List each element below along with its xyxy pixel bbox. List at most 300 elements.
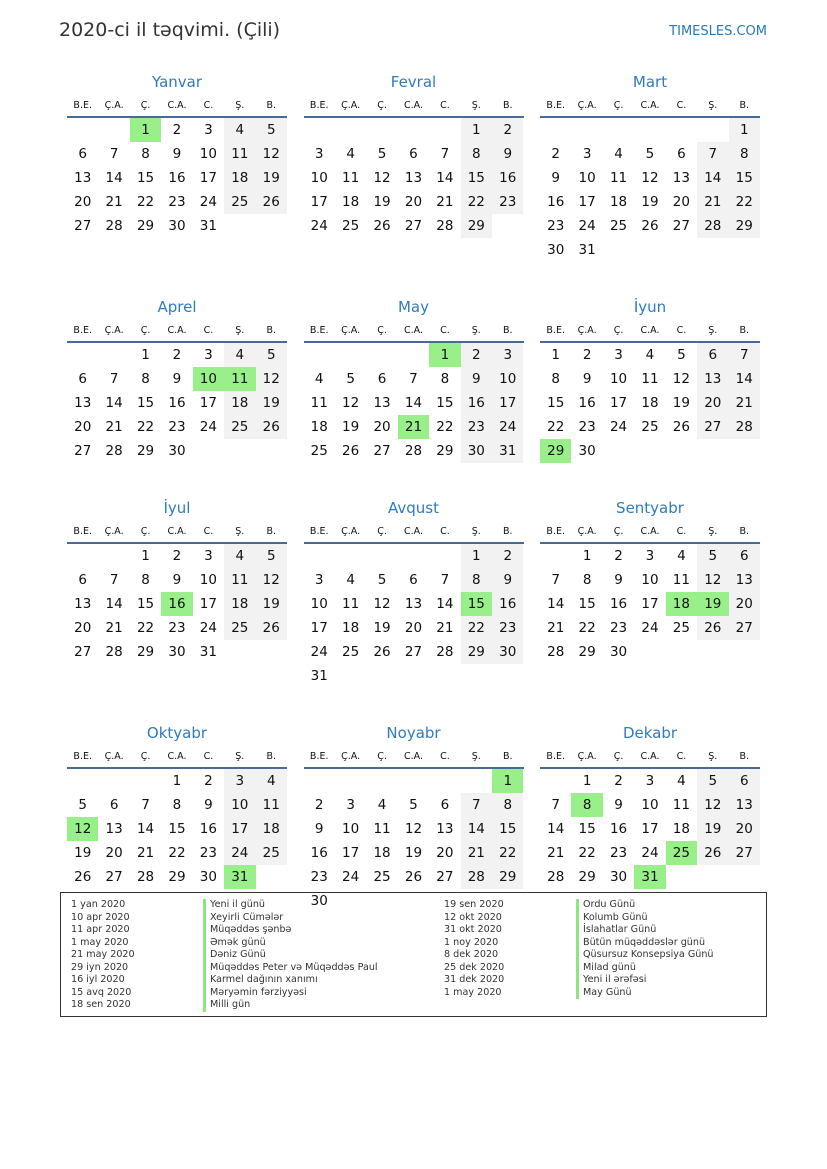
day-cell[interactable]: 30 [199,869,217,885]
day-cell[interactable]: 30 [168,218,186,234]
day-cell[interactable]: 3 [614,347,623,363]
day-cell[interactable]: 14 [404,395,423,411]
day-cell[interactable]: 12 [697,793,728,817]
day-cell[interactable]: 27 [672,218,690,234]
day-cell[interactable]: 3 [645,773,655,789]
day-cell[interactable]: 30 [461,439,492,463]
day-cell[interactable]: 7 [551,572,560,588]
day-cell[interactable]: 4 [346,146,355,162]
day-cell[interactable]: 29 [136,644,155,660]
day-cell[interactable]: 15 [547,395,565,411]
day-cell[interactable]: 2 [614,548,623,564]
day-cell[interactable]: 21 [136,845,155,861]
day-cell[interactable]: 12 [256,367,287,391]
day-cell[interactable]: 26 [672,419,690,435]
day-cell[interactable]: 25 [672,620,690,636]
day-cell[interactable]: 8 [141,572,150,588]
day-cell[interactable]: 22 [136,419,155,435]
holiday-day-cell[interactable]: 29 [540,439,571,463]
day-cell[interactable]: 13 [672,170,690,186]
day-cell[interactable]: 6 [78,572,87,588]
day-cell[interactable]: 15 [578,821,596,837]
day-cell[interactable]: 9 [461,367,492,391]
day-cell[interactable]: 20 [373,419,391,435]
day-cell[interactable]: 17 [578,194,596,210]
day-cell[interactable]: 15 [492,817,523,841]
day-cell[interactable]: 6 [377,371,387,387]
day-cell[interactable]: 10 [199,146,217,162]
day-cell[interactable]: 10 [578,170,596,186]
day-cell[interactable]: 9 [172,146,182,162]
holiday-day-cell[interactable]: 8 [571,793,602,817]
day-cell[interactable]: 28 [729,415,760,439]
day-cell[interactable]: 10 [641,797,659,813]
day-cell[interactable]: 23 [168,194,186,210]
day-cell[interactable]: 28 [436,218,454,234]
day-cell[interactable]: 5 [645,146,655,162]
day-cell[interactable]: 14 [547,821,565,837]
day-cell[interactable]: 11 [310,395,328,411]
day-cell[interactable]: 15 [168,821,186,837]
day-cell[interactable]: 20 [105,845,123,861]
day-cell[interactable]: 13 [105,821,123,837]
day-cell[interactable]: 21 [436,194,454,210]
day-cell[interactable]: 24 [342,869,360,885]
day-cell[interactable]: 29 [461,214,492,238]
day-cell[interactable]: 16 [547,194,565,210]
holiday-day-cell[interactable]: 12 [67,817,98,841]
day-cell[interactable]: 16 [310,845,328,861]
day-cell[interactable]: 6 [409,146,418,162]
day-cell[interactable]: 29 [492,865,523,889]
day-cell[interactable]: 9 [614,797,623,813]
day-cell[interactable]: 22 [578,620,596,636]
day-cell[interactable]: 2 [314,797,324,813]
holiday-day-cell[interactable]: 25 [666,841,697,865]
day-cell[interactable]: 24 [310,218,328,234]
day-cell[interactable]: 22 [136,620,155,636]
day-cell[interactable]: 1 [461,118,492,142]
day-cell[interactable]: 12 [404,821,423,837]
day-cell[interactable]: 21 [729,391,760,415]
day-cell[interactable]: 29 [136,218,155,234]
day-cell[interactable]: 9 [582,371,592,387]
day-cell[interactable]: 19 [342,419,360,435]
day-cell[interactable]: 22 [729,190,760,214]
day-cell[interactable]: 3 [492,343,523,367]
day-cell[interactable]: 7 [729,343,760,367]
day-cell[interactable]: 25 [224,415,255,439]
day-cell[interactable]: 2 [461,343,492,367]
day-cell[interactable]: 14 [105,170,123,186]
day-cell[interactable]: 17 [224,817,255,841]
day-cell[interactable]: 12 [697,568,728,592]
day-cell[interactable]: 11 [672,572,690,588]
day-cell[interactable]: 4 [224,544,255,568]
day-cell[interactable]: 8 [440,371,450,387]
day-cell[interactable]: 3 [204,347,213,363]
day-cell[interactable]: 4 [677,773,686,789]
day-cell[interactable]: 14 [729,367,760,391]
day-cell[interactable]: 13 [74,395,92,411]
day-cell[interactable]: 17 [199,596,217,612]
day-cell[interactable]: 10 [492,367,523,391]
day-cell[interactable]: 20 [404,194,423,210]
day-cell[interactable]: 1 [729,118,760,142]
day-cell[interactable]: 5 [256,118,287,142]
day-cell[interactable]: 4 [224,118,255,142]
holiday-day-cell[interactable]: 1 [492,769,523,793]
day-cell[interactable]: 18 [310,419,328,435]
day-cell[interactable]: 7 [109,146,119,162]
day-cell[interactable]: 17 [342,845,360,861]
day-cell[interactable]: 20 [404,620,423,636]
day-cell[interactable]: 27 [74,218,92,234]
day-cell[interactable]: 6 [109,797,119,813]
day-cell[interactable]: 11 [609,170,628,186]
day-cell[interactable]: 26 [256,415,287,439]
day-cell[interactable]: 29 [729,214,760,238]
day-cell[interactable]: 3 [645,548,655,564]
day-cell[interactable]: 17 [641,596,659,612]
day-cell[interactable]: 11 [342,596,360,612]
day-cell[interactable]: 9 [204,797,213,813]
holiday-day-cell[interactable]: 18 [666,592,697,616]
day-cell[interactable]: 2 [172,548,182,564]
day-cell[interactable]: 30 [168,644,186,660]
day-cell[interactable]: 6 [677,146,686,162]
day-cell[interactable]: 31 [199,644,217,660]
day-cell[interactable]: 29 [578,869,596,885]
day-cell[interactable]: 10 [310,596,328,612]
day-cell[interactable]: 25 [310,443,328,459]
day-cell[interactable]: 28 [697,214,728,238]
day-cell[interactable]: 6 [697,343,728,367]
day-cell[interactable]: 22 [461,616,492,640]
day-cell[interactable]: 23 [199,845,217,861]
day-cell[interactable]: 23 [609,845,628,861]
day-cell[interactable]: 3 [582,146,592,162]
day-cell[interactable]: 8 [141,146,150,162]
day-cell[interactable]: 14 [436,596,454,612]
day-cell[interactable]: 10 [199,572,217,588]
day-cell[interactable]: 29 [136,443,155,459]
day-cell[interactable]: 30 [578,443,596,459]
day-cell[interactable]: 5 [256,343,287,367]
day-cell[interactable]: 24 [199,194,217,210]
holiday-day-cell[interactable]: 11 [224,367,255,391]
day-cell[interactable]: 30 [168,443,186,459]
day-cell[interactable]: 4 [256,769,287,793]
day-cell[interactable]: 16 [609,821,628,837]
day-cell[interactable]: 2 [492,544,523,568]
day-cell[interactable]: 25 [609,218,628,234]
day-cell[interactable]: 25 [224,190,255,214]
day-cell[interactable]: 4 [677,548,686,564]
day-cell[interactable]: 28 [547,869,565,885]
day-cell[interactable]: 11 [672,797,690,813]
day-cell[interactable]: 28 [461,865,492,889]
day-cell[interactable]: 12 [256,568,287,592]
day-cell[interactable]: 17 [310,620,328,636]
day-cell[interactable]: 21 [105,194,123,210]
day-cell[interactable]: 8 [461,142,492,166]
day-cell[interactable]: 16 [492,592,523,616]
day-cell[interactable]: 24 [310,644,328,660]
day-cell[interactable]: 31 [199,218,217,234]
day-cell[interactable]: 16 [461,391,492,415]
day-cell[interactable]: 22 [136,194,155,210]
day-cell[interactable]: 11 [641,371,659,387]
day-cell[interactable]: 29 [436,443,454,459]
day-cell[interactable]: 30 [310,893,328,909]
holiday-day-cell[interactable]: 31 [634,865,665,889]
day-cell[interactable]: 27 [373,443,391,459]
day-cell[interactable]: 19 [373,620,391,636]
day-cell[interactable]: 30 [609,644,628,660]
day-cell[interactable]: 8 [582,572,592,588]
day-cell[interactable]: 23 [310,869,328,885]
day-cell[interactable]: 14 [697,166,728,190]
day-cell[interactable]: 14 [436,170,454,186]
day-cell[interactable]: 28 [105,218,123,234]
day-cell[interactable]: 7 [109,572,119,588]
day-cell[interactable]: 9 [492,568,523,592]
day-cell[interactable]: 20 [74,620,92,636]
day-cell[interactable]: 19 [256,592,287,616]
day-cell[interactable]: 7 [109,371,119,387]
day-cell[interactable]: 20 [729,817,760,841]
day-cell[interactable]: 25 [641,419,659,435]
day-cell[interactable]: 24 [492,415,523,439]
day-cell[interactable]: 14 [547,596,565,612]
day-cell[interactable]: 30 [609,869,628,885]
day-cell[interactable]: 27 [729,616,760,640]
day-cell[interactable]: 25 [342,218,360,234]
day-cell[interactable]: 28 [436,644,454,660]
day-cell[interactable]: 8 [551,371,560,387]
day-cell[interactable]: 12 [256,142,287,166]
day-cell[interactable]: 26 [342,443,360,459]
day-cell[interactable]: 27 [436,869,454,885]
day-cell[interactable]: 5 [256,544,287,568]
day-cell[interactable]: 18 [224,592,255,616]
day-cell[interactable]: 22 [168,845,186,861]
day-cell[interactable]: 12 [373,596,391,612]
day-cell[interactable]: 27 [74,443,92,459]
day-cell[interactable]: 24 [641,845,659,861]
day-cell[interactable]: 1 [582,773,592,789]
day-cell[interactable]: 2 [582,347,592,363]
day-cell[interactable]: 5 [346,371,355,387]
day-cell[interactable]: 26 [697,841,728,865]
day-cell[interactable]: 21 [697,190,728,214]
day-cell[interactable]: 23 [168,620,186,636]
day-cell[interactable]: 13 [436,821,454,837]
day-cell[interactable]: 23 [168,419,186,435]
day-cell[interactable]: 5 [409,797,418,813]
day-cell[interactable]: 3 [346,797,355,813]
day-cell[interactable]: 20 [436,845,454,861]
day-cell[interactable]: 18 [224,166,255,190]
day-cell[interactable]: 27 [404,218,423,234]
day-cell[interactable]: 18 [609,194,628,210]
day-cell[interactable]: 15 [136,395,155,411]
day-cell[interactable]: 6 [78,371,87,387]
day-cell[interactable]: 14 [461,817,492,841]
holiday-day-cell[interactable]: 31 [224,865,255,889]
day-cell[interactable]: 12 [672,371,690,387]
day-cell[interactable]: 1 [461,544,492,568]
day-cell[interactable]: 15 [729,166,760,190]
day-cell[interactable]: 4 [645,347,655,363]
day-cell[interactable]: 16 [578,395,596,411]
day-cell[interactable]: 22 [578,845,596,861]
day-cell[interactable]: 8 [492,793,523,817]
day-cell[interactable]: 7 [697,142,728,166]
day-cell[interactable]: 16 [609,596,628,612]
day-cell[interactable]: 19 [641,194,659,210]
day-cell[interactable]: 1 [141,548,150,564]
day-cell[interactable]: 13 [404,170,423,186]
day-cell[interactable]: 4 [377,797,387,813]
day-cell[interactable]: 11 [224,568,255,592]
day-cell[interactable]: 14 [136,821,155,837]
day-cell[interactable]: 3 [314,572,324,588]
day-cell[interactable]: 9 [172,371,182,387]
day-cell[interactable]: 7 [440,146,450,162]
day-cell[interactable]: 10 [609,371,628,387]
day-cell[interactable]: 19 [404,845,423,861]
day-cell[interactable]: 29 [461,640,492,664]
day-cell[interactable]: 2 [492,118,523,142]
day-cell[interactable]: 28 [105,644,123,660]
day-cell[interactable]: 5 [377,146,387,162]
day-cell[interactable]: 9 [314,821,324,837]
day-cell[interactable]: 6 [409,572,418,588]
day-cell[interactable]: 25 [224,616,255,640]
day-cell[interactable]: 15 [578,596,596,612]
day-cell[interactable]: 4 [346,572,355,588]
day-cell[interactable]: 31 [578,242,596,258]
day-cell[interactable]: 10 [310,170,328,186]
day-cell[interactable]: 5 [697,769,728,793]
brand-link[interactable]: TIMESLES.COM [669,24,767,39]
day-cell[interactable]: 28 [105,443,123,459]
day-cell[interactable]: 6 [440,797,450,813]
day-cell[interactable]: 29 [168,869,186,885]
day-cell[interactable]: 7 [141,797,150,813]
day-cell[interactable]: 18 [224,391,255,415]
day-cell[interactable]: 2 [172,347,182,363]
day-cell[interactable]: 10 [342,821,360,837]
day-cell[interactable]: 9 [614,572,623,588]
day-cell[interactable]: 13 [373,395,391,411]
day-cell[interactable]: 21 [547,620,565,636]
day-cell[interactable]: 31 [310,668,328,684]
day-cell[interactable]: 7 [440,572,450,588]
day-cell[interactable]: 24 [199,419,217,435]
day-cell[interactable]: 14 [105,596,123,612]
day-cell[interactable]: 18 [641,395,659,411]
day-cell[interactable]: 23 [461,415,492,439]
day-cell[interactable]: 26 [697,616,728,640]
day-cell[interactable]: 22 [547,419,565,435]
day-cell[interactable]: 18 [256,817,287,841]
holiday-day-cell[interactable]: 10 [193,367,224,391]
day-cell[interactable]: 20 [74,194,92,210]
day-cell[interactable]: 20 [74,419,92,435]
day-cell[interactable]: 18 [373,845,391,861]
day-cell[interactable]: 4 [224,343,255,367]
day-cell[interactable]: 24 [641,620,659,636]
holiday-day-cell[interactable]: 15 [461,592,492,616]
day-cell[interactable]: 22 [461,190,492,214]
day-cell[interactable]: 19 [256,166,287,190]
day-cell[interactable]: 7 [461,793,492,817]
day-cell[interactable]: 24 [609,419,628,435]
day-cell[interactable]: 25 [373,869,391,885]
day-cell[interactable]: 26 [373,218,391,234]
day-cell[interactable]: 17 [199,395,217,411]
day-cell[interactable]: 12 [342,395,360,411]
day-cell[interactable]: 14 [105,395,123,411]
day-cell[interactable]: 3 [224,769,255,793]
day-cell[interactable]: 21 [461,841,492,865]
day-cell[interactable]: 28 [136,869,155,885]
day-cell[interactable]: 27 [105,869,123,885]
day-cell[interactable]: 8 [172,797,182,813]
day-cell[interactable]: 11 [373,821,391,837]
day-cell[interactable]: 7 [551,797,560,813]
holiday-day-cell[interactable]: 19 [697,592,728,616]
day-cell[interactable]: 15 [461,166,492,190]
day-cell[interactable]: 27 [74,644,92,660]
day-cell[interactable]: 19 [672,395,690,411]
day-cell[interactable]: 23 [492,190,523,214]
day-cell[interactable]: 26 [256,616,287,640]
day-cell[interactable]: 1 [141,347,150,363]
day-cell[interactable]: 30 [492,640,523,664]
day-cell[interactable]: 28 [404,443,423,459]
day-cell[interactable]: 3 [204,548,213,564]
day-cell[interactable]: 27 [404,644,423,660]
day-cell[interactable]: 4 [314,371,324,387]
day-cell[interactable]: 28 [547,644,565,660]
day-cell[interactable]: 9 [551,170,560,186]
day-cell[interactable]: 31 [492,439,523,463]
day-cell[interactable]: 6 [729,769,760,793]
day-cell[interactable]: 25 [256,841,287,865]
day-cell[interactable]: 12 [641,170,659,186]
day-cell[interactable]: 27 [729,841,760,865]
day-cell[interactable]: 6 [729,544,760,568]
day-cell[interactable]: 5 [677,347,686,363]
day-cell[interactable]: 19 [697,817,728,841]
day-cell[interactable]: 18 [342,620,360,636]
day-cell[interactable]: 13 [74,596,92,612]
day-cell[interactable]: 5 [697,544,728,568]
day-cell[interactable]: 2 [551,146,560,162]
day-cell[interactable]: 4 [614,146,623,162]
day-cell[interactable]: 11 [256,793,287,817]
day-cell[interactable]: 20 [697,391,728,415]
day-cell[interactable]: 21 [105,620,123,636]
day-cell[interactable]: 16 [168,395,186,411]
day-cell[interactable]: 30 [547,242,565,258]
day-cell[interactable]: 24 [199,620,217,636]
day-cell[interactable]: 10 [224,793,255,817]
